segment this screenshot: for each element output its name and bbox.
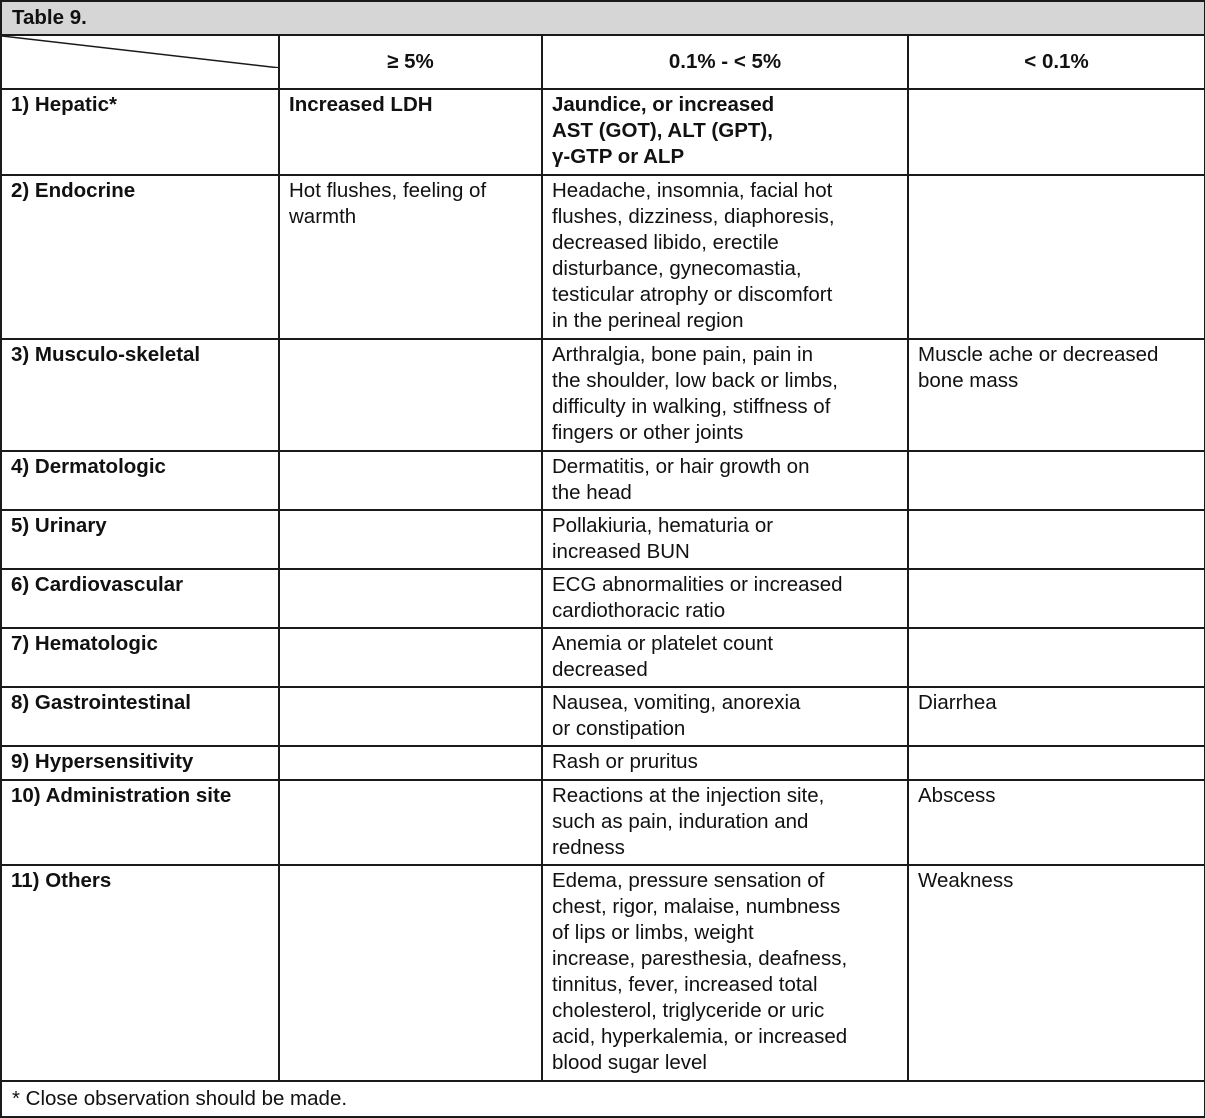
category-cell: 2) Endocrine <box>1 175 279 339</box>
mid-cell: Arthralgia, bone pain, pain in the shoulder, low back or limbs, difficulty in walking, stiffness of fingers or other joints <box>542 339 908 451</box>
header-corner-cell <box>1 35 279 89</box>
mid-cell: Anemia or platelet count decreased <box>542 628 908 687</box>
table-row <box>1 339 1205 451</box>
category-cell: 7) Hematologic <box>1 628 279 687</box>
column-header-lt01: < 0.1% <box>908 35 1205 89</box>
ge5-cell <box>279 510 542 569</box>
lt01-cell <box>908 628 1205 687</box>
diagonal-divider <box>2 36 279 68</box>
category-cell: 6) Cardiovascular <box>1 569 279 628</box>
lt01-cell <box>908 746 1205 780</box>
ge5-cell <box>279 569 542 628</box>
mid-cell: Nausea, vomiting, anorexia or constipation <box>542 687 908 746</box>
mid-cell: Pollakiuria, hematuria or increased BUN <box>542 510 908 569</box>
lt01-cell: Diarrhea <box>908 687 1205 746</box>
footnote: * Close observation should be made. <box>1 1081 1205 1117</box>
table-row <box>1 687 1205 746</box>
ge5-cell <box>279 746 542 780</box>
mid-cell: Dermatitis, or hair growth on the head <box>542 451 908 510</box>
lt01-cell: Abscess <box>908 780 1205 865</box>
table-row <box>1 510 1205 569</box>
table-row <box>1 628 1205 687</box>
table-row <box>1 780 1205 865</box>
category-cell: 3) Musculo-skeletal <box>1 339 279 451</box>
table-row <box>1 569 1205 628</box>
mid-cell: Edema, pressure sensation of chest, rigor, malaise, numbness of lips or limbs, weight increase, paresthesia, deafness, tinnitus, fever, increased total cholesterol, triglyceride or uric acid, hyperkalemia, or increased blood sugar level <box>542 865 908 1081</box>
ge5-cell <box>279 687 542 746</box>
column-header-mid: 0.1% - < 5% <box>542 35 908 89</box>
lt01-cell: Muscle ache or decreased bone mass <box>908 339 1205 451</box>
ge5-cell <box>279 865 542 1081</box>
ge5-cell <box>279 780 542 865</box>
mid-cell: ECG abnormalities or increased cardiothoracic ratio <box>542 569 908 628</box>
mid-cell: Rash or pruritus <box>542 746 908 780</box>
mid-cell: Reactions at the injection site, such as pain, induration and redness <box>542 780 908 865</box>
table-row <box>1 175 1205 339</box>
lt01-cell <box>908 569 1205 628</box>
ge5-cell <box>279 451 542 510</box>
lt01-cell <box>908 510 1205 569</box>
mid-cell: Headache, insomnia, facial hot flushes, dizziness, diaphoresis, decreased libido, erectile disturbance, gynecomastia, testicular atrophy or discomfort in the perineal region <box>542 175 908 339</box>
header-row <box>1 35 1205 89</box>
footnote-row <box>1 1081 1205 1117</box>
lt01-cell <box>908 451 1205 510</box>
category-cell: 8) Gastrointestinal <box>1 687 279 746</box>
category-cell: 11) Others <box>1 865 279 1081</box>
table-row <box>1 865 1205 1081</box>
category-cell: 5) Urinary <box>1 510 279 569</box>
category-cell: 9) Hypersensitivity <box>1 746 279 780</box>
table-row <box>1 89 1205 175</box>
table-row <box>1 451 1205 510</box>
title-row <box>1 1 1205 35</box>
category-cell: 10) Administration site <box>1 780 279 865</box>
category-cell: 1) Hepatic* <box>1 89 279 175</box>
ge5-cell <box>279 339 542 451</box>
category-cell: 4) Dermatologic <box>1 451 279 510</box>
table-row <box>1 746 1205 780</box>
ge5-cell <box>279 628 542 687</box>
column-header-ge5: ≥ 5% <box>279 35 542 89</box>
ge5-cell: Hot flushes, feeling of warmth <box>279 175 542 339</box>
mid-cell: Jaundice, or increased AST (GOT), ALT (GPT), γ-GTP or ALP <box>542 89 908 175</box>
ge5-cell: Increased LDH <box>279 89 542 175</box>
lt01-cell <box>908 175 1205 339</box>
lt01-cell: Weakness <box>908 865 1205 1081</box>
table-title: Table 9. <box>1 1 1205 35</box>
lt01-cell <box>908 89 1205 175</box>
